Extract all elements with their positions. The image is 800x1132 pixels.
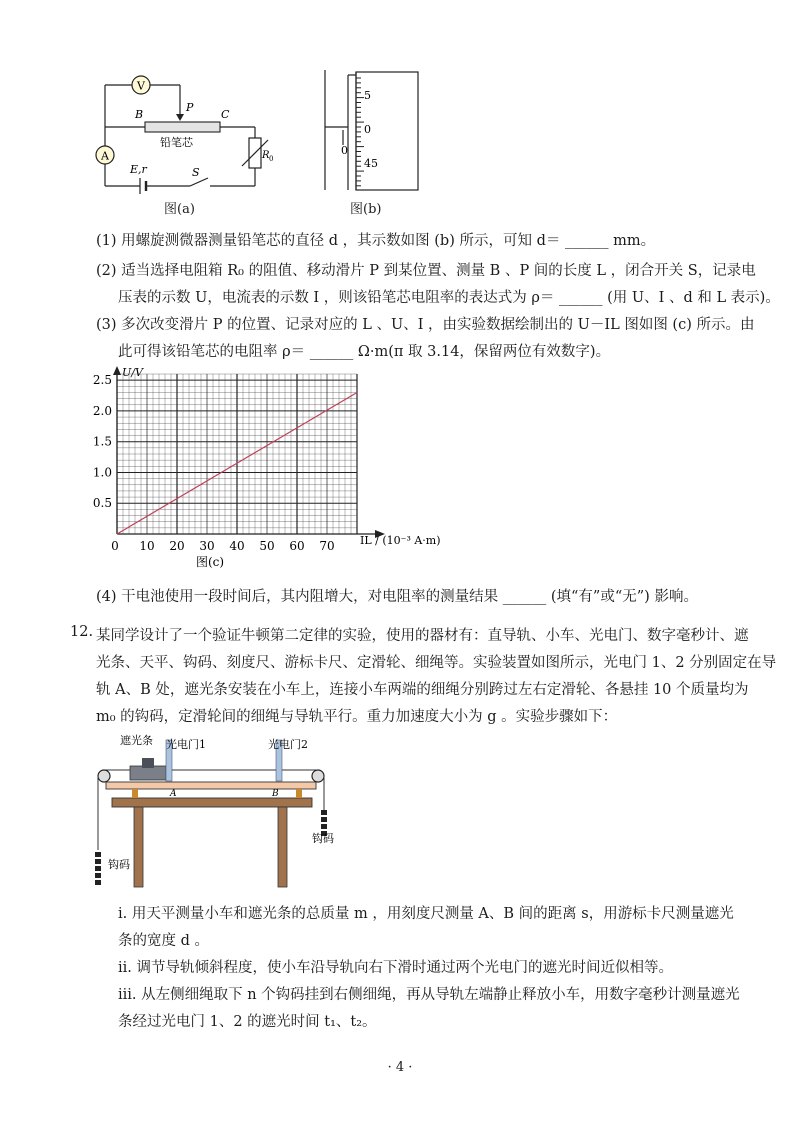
q11-part2-line1: (2) 适当选择电阻箱 R₀ 的阻值、移动滑片 P 到某位置、测量 B 、P 间的长度 L ，闭合开关 S，记录电: [96, 263, 756, 279]
label-p: P: [186, 101, 194, 114]
q11-part3-line1: (3) 多次改变滑片 P 的位置、记录对应的 L 、U、I ，由实验数据绘制出的 U－IL 图如图 (c) 所示。由: [96, 317, 755, 333]
gate2-label: 光电门2: [268, 738, 308, 751]
point-b-label: B: [272, 789, 279, 799]
chart-y-tick-1.0: 1.0: [92, 465, 112, 480]
pencil-core-label: 铅笔芯: [160, 136, 193, 149]
chart-x-tick-70: 70: [319, 539, 335, 553]
chart-x-tick-50: 50: [259, 539, 275, 553]
chart-x-tick-10: 10: [139, 539, 155, 553]
ammeter-label: A: [101, 149, 109, 163]
chart-x-tick-40: 40: [229, 539, 245, 553]
q12-line2: 光条、天平、钩码、刻度尺、游标卡尺、定滑轮、细绳等。实验装置如图所示，光电门 1、2 分别固定在导: [96, 655, 777, 671]
q12-line4: m₀ 的钩码，定滑轮间的细绳与导轨平行。重力加速度大小为 g 。实验步骤如下：: [96, 709, 618, 725]
micrometer-figure: [320, 70, 430, 195]
q11-part3-line2: 此可得该铅笔芯的电阻率 ρ＝ ______ Ω·m(π 取 3.14，保留两位有效数字)。: [118, 344, 611, 360]
chart-caption: 图(c): [196, 555, 225, 569]
right-weights-label: 钩码: [312, 832, 334, 845]
q11-part4: (4) 干电池使用一段时间后，其内阻增大，对电阻率的测量结果 ______ (填“有”或“无”) 影响。: [96, 589, 698, 605]
label-b: B: [135, 108, 144, 121]
chart-x-tick-60: 60: [289, 539, 305, 553]
u-il-chart: [80, 362, 450, 572]
fig-a-caption: 图(a): [164, 202, 195, 217]
micrometer-tick-0: 0: [364, 123, 371, 136]
apparatus-figure: [90, 730, 350, 890]
chart-x-tick-0: 0: [111, 539, 119, 553]
q12-line3: 轨 A、B 处，遮光条安装在小车上，连接小车两端的细绳分别跨过左右定滑轮、各悬挂 10 个质量均为: [96, 682, 749, 698]
gate1-label: 光电门1: [166, 738, 206, 751]
pencil-core-bar: [145, 122, 220, 132]
chart-x-tick-30: 30: [199, 539, 215, 553]
chart-y-tick-0.5: 0.5: [92, 496, 112, 511]
chart-y-tick-2.5: 2.5: [92, 373, 112, 388]
micrometer-tick-45: 45: [364, 157, 378, 170]
q12-step1-line1: ⅰ. 用天平测量小车和遮光条的总质量 m ，用刻度尺测量 A、B 间的距离 s，用游标卡尺测量遮光: [118, 906, 734, 922]
q12-step1-line2: 条的宽度 d 。: [118, 933, 209, 949]
micrometer-main-zero: 0: [341, 144, 348, 157]
fig-b-caption: 图(b): [350, 202, 382, 217]
chart-y-tick-2.0: 2.0: [92, 403, 112, 418]
switch-label: S: [192, 166, 200, 179]
page-number: · 4 ·: [387, 1060, 413, 1075]
q12-number: 12.: [70, 624, 94, 640]
circuit-figure: [90, 70, 280, 200]
q12-step3-line2: 条经过光电门 1、2 的遮光时间 t₁、t₂。: [118, 1014, 377, 1030]
left-weights-label: 钩码: [108, 858, 130, 871]
q11-part1: (1) 用螺旋测微器测量铅笔芯的直径 d ，其示数如图 (b) 所示，可知 d＝ ______ mm。: [96, 233, 656, 249]
voltmeter-label: V: [137, 79, 145, 93]
q12-step3-line1: ⅲ. 从左侧细绳取下 n 个钩码挂到右侧细绳，再从导轨左端静止释放小车，用数字毫秒计测量遮光: [118, 987, 740, 1003]
resistor-label: R: [262, 150, 270, 161]
point-a-label: A: [170, 789, 177, 799]
battery-label: E,r: [130, 163, 147, 176]
chart-x-tick-20: 20: [169, 539, 185, 553]
q11-part2-line2: 压表的示数 U，电流表的示数 I ，则该铅笔芯电阻率的表达式为 ρ＝ ______ (用 U、I 、d 和 L 表示)。: [118, 290, 780, 306]
chart-x-axis-label: IL / (10⁻³ A·m): [360, 534, 441, 547]
shade-strip-label: 遮光条: [120, 734, 153, 747]
chart-y-axis-label: U/V: [122, 366, 143, 379]
label-c: C: [221, 108, 230, 121]
q12-line1: 某同学设计了一个验证牛顿第二定律的实验，使用的器材有：直导轨、小车、光电门、数字毫秒计、遮: [96, 628, 749, 644]
chart-y-tick-1.5: 1.5: [92, 434, 112, 449]
q12-step2: ⅱ. 调节导轨倾斜程度，使小车沿导轨向右下滑时通过两个光电门的遮光时间近似相等。: [118, 960, 673, 976]
micrometer-tick-5: 5: [364, 89, 371, 102]
resistor-subscript: 0: [269, 155, 274, 163]
